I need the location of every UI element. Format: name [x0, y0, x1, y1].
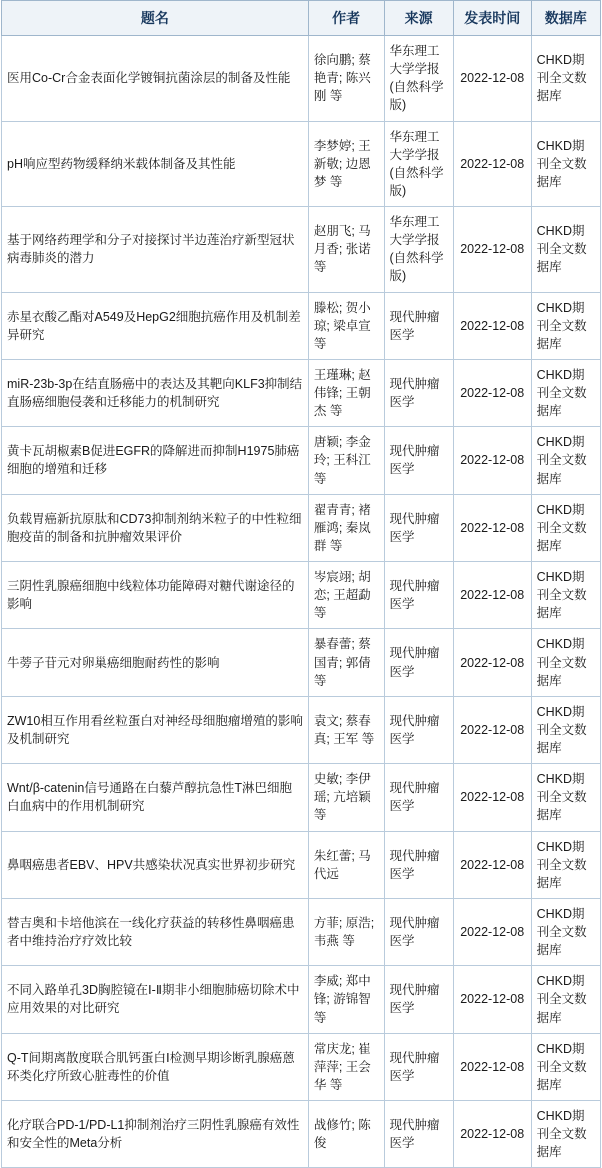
- column-header-db[interactable]: 数据库: [531, 1, 600, 36]
- result-date: 2022-12-08: [453, 1101, 531, 1168]
- result-date: 2022-12-08: [453, 831, 531, 898]
- result-source: 现代肿瘤医学: [384, 359, 453, 426]
- result-title[interactable]: ZW10相互作用看丝粒蛋白对神经母细胞瘤增殖的影响及机制研究: [2, 696, 309, 763]
- result-database: CHKD期刊全文数据库: [531, 292, 600, 359]
- table-row: [2, 1033, 601, 1100]
- table-body: [2, 36, 601, 1168]
- table-row: [2, 494, 601, 561]
- column-header-date[interactable]: 发表时间: [453, 1, 531, 36]
- result-database: CHKD期刊全文数据库: [531, 696, 600, 763]
- table-header: [2, 1, 601, 36]
- table-row: [2, 207, 601, 293]
- result-author[interactable]: 岑宸翊; 胡恋; 王超勐 等: [308, 562, 384, 629]
- result-author[interactable]: 李威; 郑中锋; 游锦智 等: [308, 966, 384, 1033]
- result-source: 现代肿瘤医学: [384, 831, 453, 898]
- result-source: 现代肿瘤医学: [384, 696, 453, 763]
- result-author[interactable]: 滕松; 贺小琼; 梁卓宣 等: [308, 292, 384, 359]
- result-date: 2022-12-08: [453, 696, 531, 763]
- result-date: 2022-12-08: [453, 359, 531, 426]
- result-title[interactable]: 基于网络药理学和分子对接探讨半边莲治疗新型冠状病毒肺炎的潜力: [2, 207, 309, 293]
- table-row: [2, 427, 601, 494]
- result-title[interactable]: 医用Co-Cr合金表面化学镀铜抗菌涂层的制备及性能: [2, 36, 309, 122]
- result-database: CHKD期刊全文数据库: [531, 494, 600, 561]
- result-title[interactable]: 不同入路单孔3D胸腔镜在Ⅰ-Ⅱ期非小细胞肺癌切除术中应用效果的对比研究: [2, 966, 309, 1033]
- result-title[interactable]: 赤星衣酸乙酯对A549及HepG2细胞抗癌作用及机制差异研究: [2, 292, 309, 359]
- result-source: 华东理工大学学报(自然科学版): [384, 36, 453, 122]
- result-source: 华东理工大学学报(自然科学版): [384, 207, 453, 293]
- result-title[interactable]: Q-T间期离散度联合肌钙蛋白Ⅰ检测早期诊断乳腺癌蒽环类化疗所致心脏毒性的价值: [2, 1033, 309, 1100]
- result-date: 2022-12-08: [453, 629, 531, 696]
- result-database: CHKD期刊全文数据库: [531, 427, 600, 494]
- result-author[interactable]: 史敏; 李伊瑶; 亢培颖 等: [308, 764, 384, 831]
- table-row: [2, 831, 601, 898]
- result-title[interactable]: 黄卡瓦胡椒素B促进EGFR的降解进而抑制H1975肺癌细胞的增殖和迁移: [2, 427, 309, 494]
- result-author[interactable]: 徐向鹏; 蔡艳青; 陈兴刚 等: [308, 36, 384, 122]
- result-source: 现代肿瘤医学: [384, 292, 453, 359]
- result-database: CHKD期刊全文数据库: [531, 831, 600, 898]
- result-date: 2022-12-08: [453, 966, 531, 1033]
- table-row: [2, 696, 601, 763]
- result-author[interactable]: 王瑾琳; 赵伟锋; 王朝杰 等: [308, 359, 384, 426]
- table-row: [2, 629, 601, 696]
- result-database: CHKD期刊全文数据库: [531, 207, 600, 293]
- search-results-table: [1, 0, 601, 1168]
- result-database: CHKD期刊全文数据库: [531, 359, 600, 426]
- result-database: CHKD期刊全文数据库: [531, 121, 600, 207]
- result-title[interactable]: 负载胃癌新抗原肽和CD73抑制剂纳米粒子的中性粒细胞疫苗的制备和抗肿瘤效果评价: [2, 494, 309, 561]
- result-author[interactable]: 朱红蕾; 马代远: [308, 831, 384, 898]
- table-row: [2, 292, 601, 359]
- table-row: [2, 966, 601, 1033]
- table-row: [2, 898, 601, 965]
- result-date: 2022-12-08: [453, 36, 531, 122]
- result-date: 2022-12-08: [453, 494, 531, 561]
- result-date: 2022-12-08: [453, 562, 531, 629]
- result-title[interactable]: 牛蒡子苷元对卵巢癌细胞耐药性的影响: [2, 629, 309, 696]
- result-database: CHKD期刊全文数据库: [531, 966, 600, 1033]
- result-source: 现代肿瘤医学: [384, 562, 453, 629]
- result-source: 现代肿瘤医学: [384, 1101, 453, 1168]
- column-header-title[interactable]: 题名: [2, 1, 309, 36]
- table-row: [2, 36, 601, 122]
- result-database: CHKD期刊全文数据库: [531, 36, 600, 122]
- result-author[interactable]: 李梦婷; 王新敬; 边恩梦 等: [308, 121, 384, 207]
- result-database: CHKD期刊全文数据库: [531, 898, 600, 965]
- result-database: CHKD期刊全文数据库: [531, 764, 600, 831]
- result-source: 华东理工大学学报(自然科学版): [384, 121, 453, 207]
- result-source: 现代肿瘤医学: [384, 966, 453, 1033]
- column-header-author[interactable]: 作者: [308, 1, 384, 36]
- table-row: [2, 121, 601, 207]
- result-author[interactable]: 唐颖; 李金玲; 王科江 等: [308, 427, 384, 494]
- result-author[interactable]: 暴春蕾; 蔡国青; 郭倩 等: [308, 629, 384, 696]
- result-source: 现代肿瘤医学: [384, 494, 453, 561]
- result-author[interactable]: 赵朋飞; 马月香; 张诺 等: [308, 207, 384, 293]
- table-row: [2, 764, 601, 831]
- result-source: 现代肿瘤医学: [384, 629, 453, 696]
- result-date: 2022-12-08: [453, 121, 531, 207]
- result-database: CHKD期刊全文数据库: [531, 1033, 600, 1100]
- result-date: 2022-12-08: [453, 292, 531, 359]
- result-title[interactable]: Wnt/β-catenin信号通路在白藜芦醇抗急性T淋巴细胞白血病中的作用机制研究: [2, 764, 309, 831]
- result-title[interactable]: 鼻咽癌患者EBV、HPV共感染状况真实世界初步研究: [2, 831, 309, 898]
- result-database: CHKD期刊全文数据库: [531, 1101, 600, 1168]
- result-date: 2022-12-08: [453, 898, 531, 965]
- table-row: [2, 562, 601, 629]
- result-database: CHKD期刊全文数据库: [531, 629, 600, 696]
- result-author[interactable]: 常庆龙; 崔萍萍; 王会华 等: [308, 1033, 384, 1100]
- column-header-source[interactable]: 来源: [384, 1, 453, 36]
- result-database: CHKD期刊全文数据库: [531, 562, 600, 629]
- table-row: [2, 359, 601, 426]
- result-source: 现代肿瘤医学: [384, 1033, 453, 1100]
- result-author[interactable]: 翟青青; 褚雁鸿; 秦岚群 等: [308, 494, 384, 561]
- result-author[interactable]: 战修竹; 陈俊: [308, 1101, 384, 1168]
- result-title[interactable]: 化疗联合PD-1/PD-L1抑制剂治疗三阴性乳腺癌有效性和安全性的Meta分析: [2, 1101, 309, 1168]
- result-date: 2022-12-08: [453, 764, 531, 831]
- result-title[interactable]: miR-23b-3p在结直肠癌中的表达及其靶向KLF3抑制结直肠癌细胞侵袭和迁移能力的机制研究: [2, 359, 309, 426]
- table-header-row: [2, 1, 601, 36]
- result-author[interactable]: 方菲; 原浩; 韦燕 等: [308, 898, 384, 965]
- result-source: 现代肿瘤医学: [384, 898, 453, 965]
- result-author[interactable]: 袁文; 蔡春真; 王军 等: [308, 696, 384, 763]
- result-date: 2022-12-08: [453, 1033, 531, 1100]
- table-row: [2, 1101, 601, 1168]
- result-title[interactable]: pH响应型药物缓释纳米载体制备及其性能: [2, 121, 309, 207]
- result-source: 现代肿瘤医学: [384, 427, 453, 494]
- result-title[interactable]: 替吉奥和卡培他滨在一线化疗获益的转移性鼻咽癌患者中维持治疗疗效比较: [2, 898, 309, 965]
- result-title[interactable]: 三阴性乳腺癌细胞中线粒体功能障碍对糖代谢途径的影响: [2, 562, 309, 629]
- result-date: 2022-12-08: [453, 207, 531, 293]
- result-date: 2022-12-08: [453, 427, 531, 494]
- result-source: 现代肿瘤医学: [384, 764, 453, 831]
